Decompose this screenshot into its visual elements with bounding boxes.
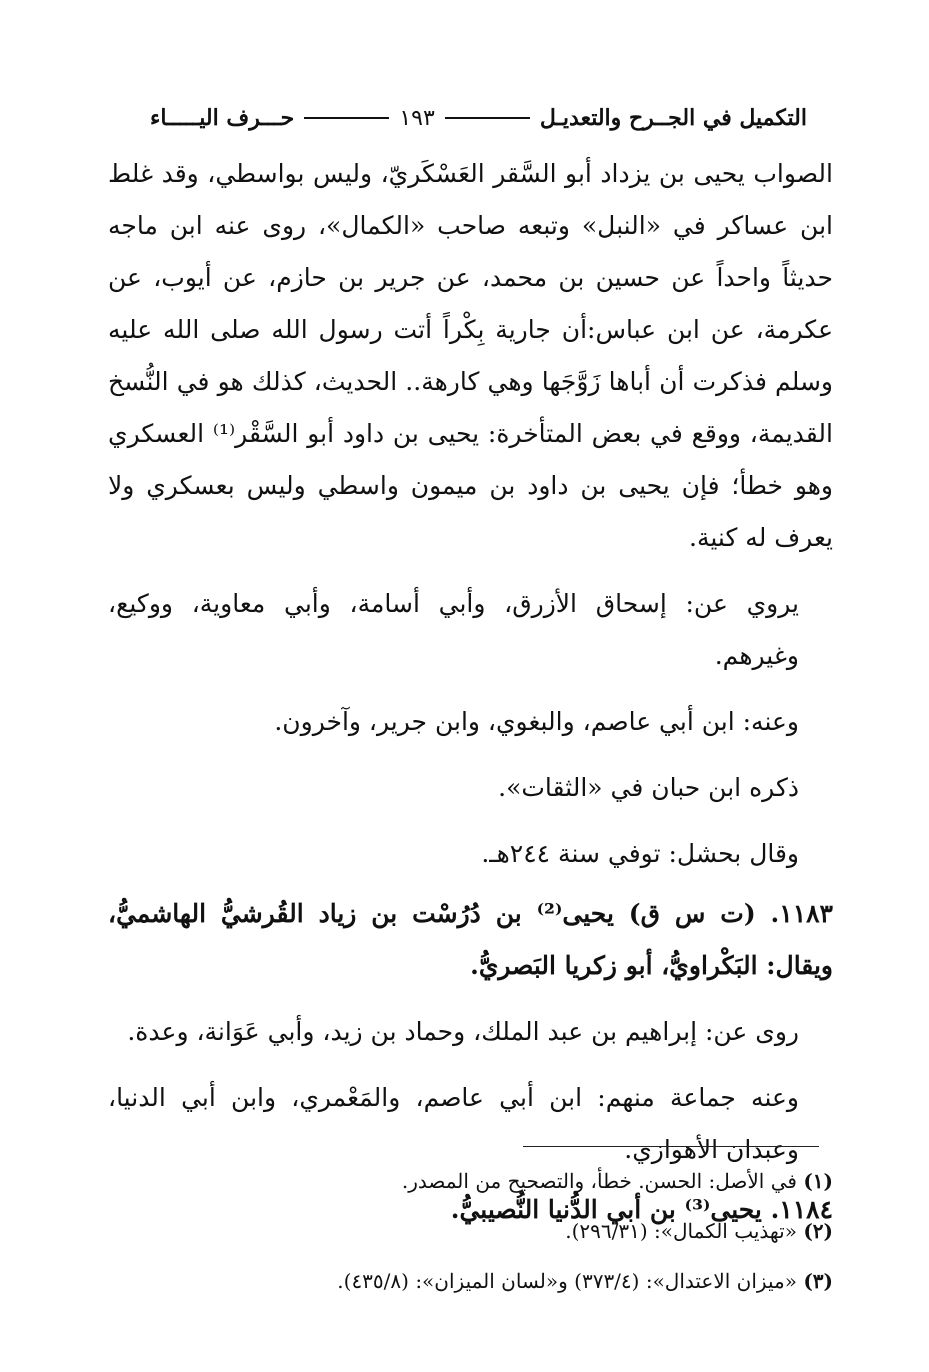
footnotes — [108, 1156, 833, 1306]
footnote-number: (٢) — [803, 1219, 833, 1243]
page-number: ١٩٣ — [399, 105, 435, 131]
paragraph-narrates-from: يروي عن: إسحاق الأزرق، وأبي أسامة، وأبي معاوية، ووكيع، وغيرهم. — [108, 589, 799, 670]
footnote-text: «ميزان الاعتدال»: (٣٧٣/٤) و«لسان الميزان»: (٤٣٥/٨). — [337, 1269, 797, 1293]
footnote-text: في الأصل: الحسن. خطأ، والتصحيح من المصدر. — [401, 1169, 797, 1193]
header-dash — [304, 117, 389, 119]
paragraph-narrated-by: وعنه جماعة منهم: ابن أبي عاصم، والمَعْمري، وابن أبي الدنيا، وعبدان الأهوازي. — [108, 1083, 799, 1164]
footnote-number: (١) — [803, 1169, 833, 1193]
main-text — [108, 148, 833, 1242]
chapter-title: حـــرف اليـــــاء — [150, 105, 295, 131]
book-title: التكميل في الجــرح والتعديـل — [539, 105, 807, 131]
paragraph-death-date: وقال بحشل: توفي سنة ٢٤٤هـ. — [481, 839, 799, 868]
entry-heading-1184: ١١٨٤. يحيى⁽³⁾ بن أبي الدُّنيا النُّصيبيُّ. — [450, 1195, 833, 1224]
footnote — [108, 1206, 833, 1256]
paragraph-ibn-hibban: ذكره ابن حبان في «الثقات». — [498, 773, 799, 802]
running-header — [150, 96, 807, 140]
paragraph-correction: الصواب يحيى بن يزداد أبو السَّقر العَسْكَريّ، وليس بواسطي، وقد غلط ابن عساكر في «النبل» وتبعه صاحب «الكمال»، روى عنه ابن ماجه حديثاً واحداً عن حسين بن محمد، عن جرير بن حازم، عن أيوب، عن عكرمة، عن ابن عباس:أن جارية بِكْراً أتت رسول الله صلى الله عليه وسلم فذكرت أن أباها زَوَّجَها وهي كارهة.. الحديث، كذلك هو في النُّسخ القديمة، ووقع في بعض المتأخرة: يحيى بن داود أبو السَّقْر⁽¹⁾ العسكري وهو خطأ؛ فإن يحيى بن داود بن ميمون واسطي وليس بعسكري ولا يعرف له كنية. — [108, 159, 833, 552]
footnote — [108, 1156, 833, 1206]
footnote-text: «تهذيب الكمال»: (٢٩٦/٣١). — [565, 1219, 797, 1243]
entry-heading-1183: ١١٨٣. (ت س ق) يحيى⁽²⁾ بن دُرُسْت بن زياد القُرشيُّ الهاشميُّ، ويقال: البَكْراويُّ، أبو زكريا البَصريُّ. — [108, 899, 833, 980]
paragraph-narrated-by: وعنه: ابن أبي عاصم، والبغوي، وابن جرير، وآخرون. — [274, 707, 799, 736]
footnote-number: (٣) — [803, 1269, 833, 1293]
paragraph-narrates-from: روى عن: إبراهيم بن عبد الملك، وحماد بن زيد، وأبي عَوَانة، وعدة. — [127, 1017, 799, 1046]
footnote-divider — [523, 1146, 819, 1147]
header-dash — [445, 117, 530, 119]
footnote — [108, 1256, 833, 1306]
